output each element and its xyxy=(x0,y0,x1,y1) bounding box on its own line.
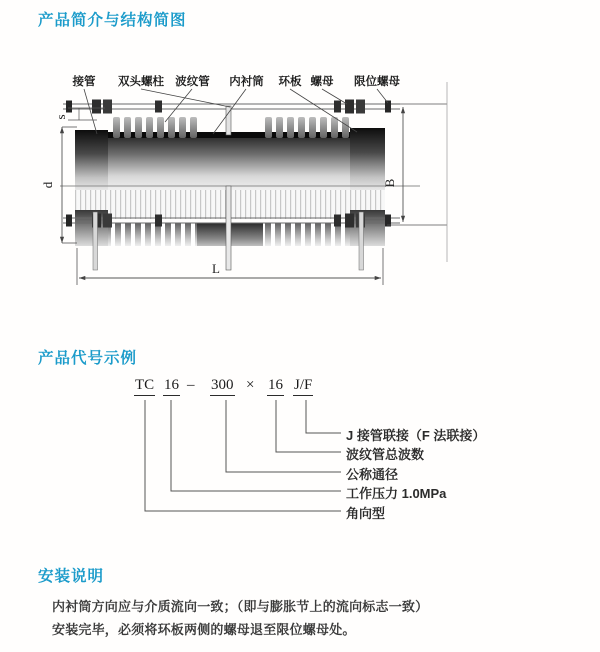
section-title-structure: 产品简介与结构简图 xyxy=(38,12,187,29)
right-ring-plate xyxy=(350,128,385,190)
dim-d: d xyxy=(40,181,55,189)
joint-body xyxy=(108,135,350,190)
label-luomu: 螺母 xyxy=(310,76,334,88)
left-pipe-end xyxy=(75,130,108,190)
top-tie-rod xyxy=(63,100,400,114)
dim-s: s xyxy=(53,114,68,120)
label-jieguan: 接管 xyxy=(72,76,96,88)
callout-nominal-diameter: 公称通径 xyxy=(346,467,399,482)
dim-B: B xyxy=(382,178,397,188)
label-xianweiluomu: 限位螺母 xyxy=(354,76,400,88)
code-seg-diameter: 300 xyxy=(210,377,235,396)
code-seg-type: TC xyxy=(134,377,155,396)
dim-L: L xyxy=(212,261,220,276)
center-stud-lower xyxy=(226,186,231,270)
install-note-2: 安装完毕，必须将环板两侧的螺母退至限位螺母处。 xyxy=(52,622,356,637)
install-note-1: 内衬筒方向应与介质流向一致；（即与膨胀节上的流向标志一致） xyxy=(52,599,429,614)
label-huanban: 环板 xyxy=(278,76,302,88)
code-seg-times: × xyxy=(246,377,255,393)
code-seg-dash: – xyxy=(187,377,195,393)
code-callout-lines xyxy=(130,398,350,516)
callout-angular-type: 角向型 xyxy=(346,506,386,521)
callout-wave-count: 波纹管总波数 xyxy=(346,447,425,462)
label-neichentong: 内衬筒 xyxy=(229,76,264,88)
left-stud-lower xyxy=(93,212,98,270)
callout-connection: J 接管联接（F 法联接） xyxy=(346,428,486,443)
expansion-joint-diagram xyxy=(35,62,465,310)
code-seg-waves: 16 xyxy=(267,377,284,396)
section-title-code-example: 产品代号示例 xyxy=(38,350,138,367)
code-seg-pressure: 16 xyxy=(163,377,180,396)
section-title-installation: 安装说明 xyxy=(38,568,105,585)
callout-working-pressure: 工作压力 1.0MPa xyxy=(346,486,447,501)
right-stud-lower xyxy=(359,212,364,270)
code-seg-connection: J/F xyxy=(293,377,313,396)
lower-right-end xyxy=(350,210,385,246)
label-bowenguan: 波纹管 xyxy=(175,76,210,88)
label-shuangtouluozhu: 双头螺柱 xyxy=(118,76,164,88)
